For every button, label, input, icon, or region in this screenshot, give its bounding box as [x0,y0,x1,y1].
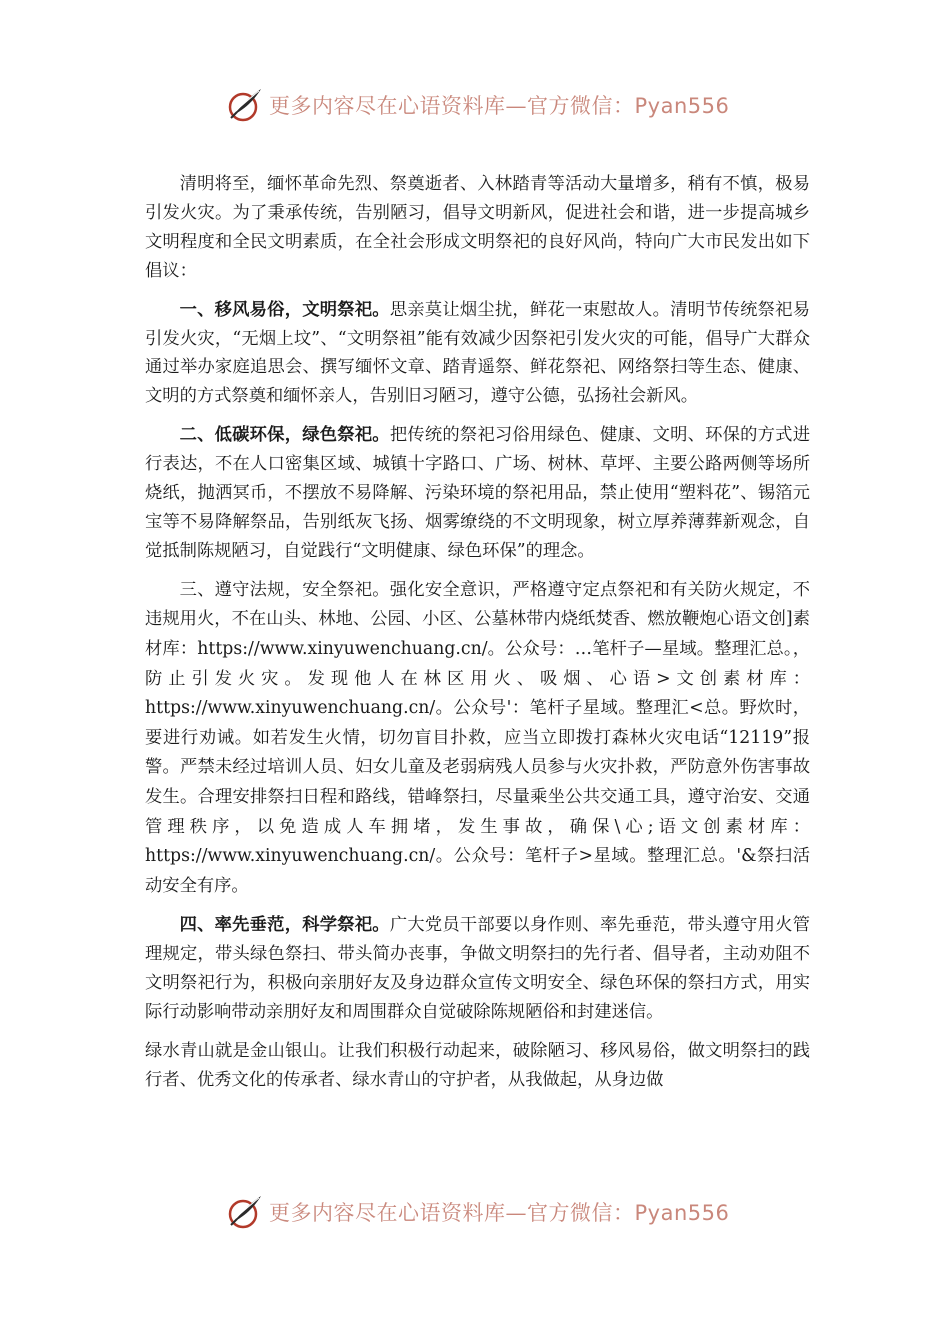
section-1-heading: 一、移风易俗，文明祭祀。 [179,299,390,320]
section-1-paragraph: 一、移风易俗，文明祭祀。思亲莫让烟尘扰，鲜花一束慰故人。清明节传统祭祀易引发火灾，“无烟上坟”、“文明祭祖”能有效减少因祭祀引发火灾的可能，倡导广大群众通过举办家庭追思会、撰写缅怀文章、踏青遥祭、鲜花祭祀、网络祭扫等生态、健康、文明的方式祭奠和缅怀亲人，告别旧习陋习，遵守公德，弘扬社会新风。 [145,299,810,407]
feather-quill-logo-icon [225,85,265,125]
banner-text: 更多内容尽在心语资料库—官方微信：Pyan556 [269,1201,730,1225]
section-2-paragraph: 二、低碳环保，绿色祭祀。把传统的祭祀习俗用绿色、健康、文明、环保的方式进行表达，不在人口密集区域、城镇十字路口、广场、树林、草坪、主要公路两侧等场所烧纸，抛洒冥币，不摆放不易降解、污染环境的祭祀用品，禁止使用“塑料花”、锡箔元宝等不易降解祭品，告别纸灰飞扬、烟雾缭绕的不文明现象，树立厚养薄葬新观念，自觉抵制陈规陋习，自觉践行“文明健康、绿色环保”的理念。 [145,425,810,561]
closing-paragraph: 绿水青山就是金山银山。让我们积极行动起来，破除陋习、移风易俗，做文明祭扫的践行者、优秀文化的传承者、绿水青山的守护者，从我做起，从身边做 [145,1040,810,1090]
intro-paragraph: 清明将至，缅怀革命先烈、祭奠逝者、入林踏青等活动大量增多，稍有不慎，极易引发火灾。为了秉承传统，告别陋习，倡导文明新风，促进社会和谐，进一步提高城乡文明程度和全民文明素质，在全社会形成文明祭祀的良好风尚，特向广大市民发出如下倡议： [145,174,810,281]
footer-watermark-banner [225,1192,745,1232]
document-body [145,170,810,1105]
wechat-id: Pyan556 [634,1201,730,1225]
header-watermark-banner [225,85,745,125]
wechat-id: Pyan556 [634,94,730,118]
feather-quill-logo-icon [225,1192,265,1232]
section-3-paragraph: 三、遵守法规，安全祭祀。强化安全意识，严格遵守定点祭祀和有关防火规定，不违规用火，不在山头、林地、公园、小区、公墓林带内烧纸焚香、燃放鞭炮心语文创]素材库：https://www.xinyuwenchuang.cn/。公众号：…笔杆子—星域。整理汇总。，防止引发火灾。发现他人在林区用火、吸烟、心语>文创素材库：https://www.xinyuwenchuang.cn/。公众号'：笔杆子星域。整理汇<总。野炊时，要进行劝诫。如若发生火情，切勿盲目扑救，应当立即拨打森林火灾电话“12119”报警。严禁未经过培训人员、妇女儿童及老弱病残人员参与火灾扑救，严防意外伤害事故发生。合理安排祭扫日程和路线，错峰祭扫，尽量乘坐公共交通工具，遵守治安、交通管理秩序，以免造成人车拥堵，发生事故，确保\心;语文创素材库：https://www.xinyuwenchuang.cn/。公众号：笔杆子>星域。整理汇总。'&祭扫活动安全有序。 [145,579,810,896]
section-4-paragraph: 四、率先垂范，科学祭祀。广大党员干部要以身作则、率先垂范，带头遵守用火管理规定，带头绿色祭扫、带头简办丧事，争做文明祭扫的先行者、倡导者，主动劝阻不文明祭祀行为，积极向亲朋好友及身边群众宣传文明安全、绿色环保的祭扫方式，用实际行动影响带动亲朋好友和周围群众自觉破除陈规陋俗和封建迷信。 [145,915,810,1023]
banner-text: 更多内容尽在心语资料库—官方微信：Pyan556 [269,94,730,118]
section-4-heading: 四、率先垂范，科学祭祀。 [179,915,390,936]
section-2-heading: 二、低碳环保，绿色祭祀。 [179,425,390,446]
